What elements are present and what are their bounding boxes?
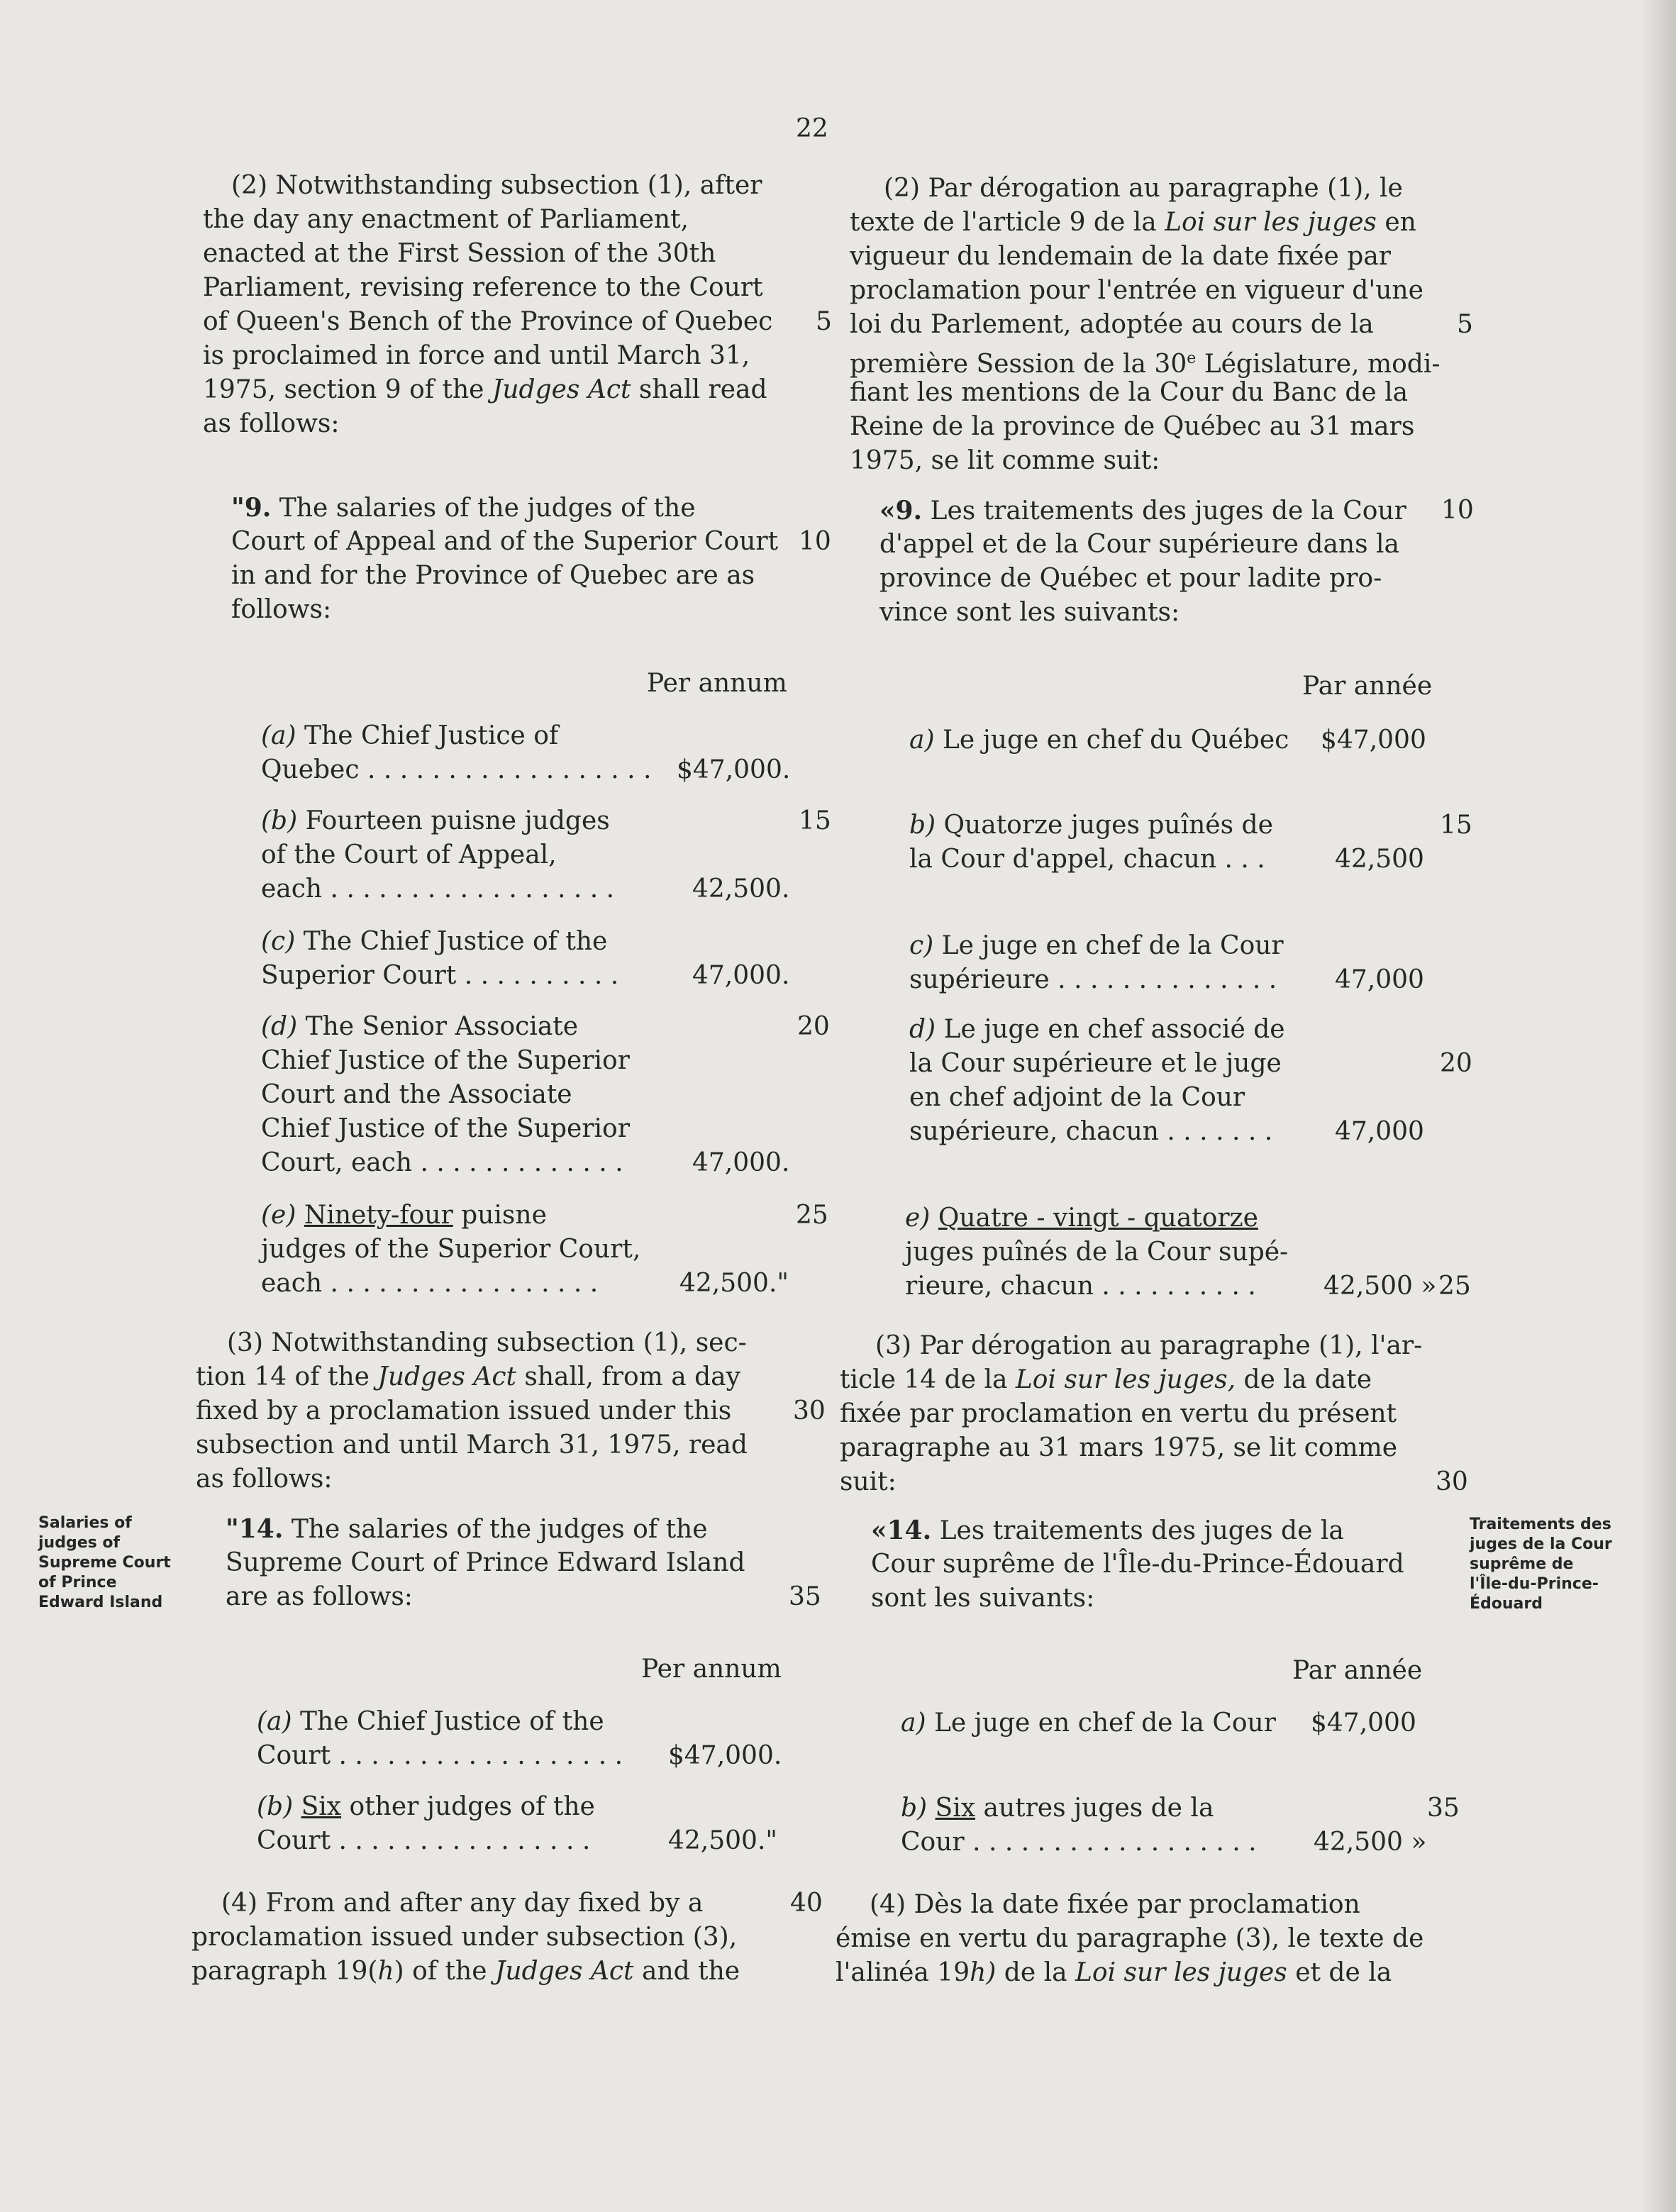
en-item-line: (b) Fourteen puisne judges bbox=[261, 806, 610, 835]
fr-item-amount: $47,000 bbox=[1321, 726, 1426, 755]
act-title: Judges Act bbox=[492, 375, 631, 404]
fr-s2-line: vigueur du lendemain de la date fixée par bbox=[850, 242, 1392, 271]
en-item-amount: $47,000. bbox=[677, 755, 791, 784]
fr-item-line: a) Le juge en chef du Québec bbox=[909, 726, 1289, 755]
en-item-line: (a) The Chief Justice of bbox=[261, 721, 559, 750]
en-s9-line: Court of Appeal and of the Superior Court bbox=[231, 527, 779, 556]
fr-item-line: a) Le juge en chef de la Cour bbox=[901, 1708, 1276, 1738]
fr-item-line: juges puînés de la Cour supé- bbox=[905, 1238, 1289, 1267]
line-number: 5 bbox=[816, 307, 832, 336]
en-s14-line: Supreme Court of Prince Edward Island bbox=[226, 1548, 745, 1577]
en-s3-line: subsection and until March 31, 1975, read bbox=[196, 1430, 748, 1460]
fr-s2-line: loi du Parlement, adoptée au cours de la bbox=[850, 310, 1374, 339]
page-number: 22 bbox=[796, 114, 828, 143]
en-per-annum-heading: Per annum bbox=[647, 669, 787, 698]
fr-item-line: b) Quatorze juges puînés de bbox=[909, 811, 1273, 840]
en-s3-line: as follows: bbox=[196, 1465, 333, 1494]
fr-s14-line: «14. Les traitements des juges de la bbox=[871, 1516, 1344, 1545]
fr-item-line: rieure, chacun . . . . . . . . . . bbox=[905, 1272, 1256, 1301]
fr-item-line: e) Quatre - vingt - quatorze bbox=[905, 1204, 1258, 1233]
line-number: 20 bbox=[797, 1012, 830, 1041]
document-page: 22 (2) Notwithstanding subsection (1), after the day any enactment of Parliament, enacted at the First Session of the 30th Parliament, revising reference to the Court of Queen's Bench of the Province of Quebec is proclaimed in force and until March 31, 1975, section 9 of the Judges Act shall read as follows: "9. The salaries of the judges of the Court of Appeal and of the Superior Court in and for the Province of Quebec are as follows: Per annum (a) The Chief Justice of Quebec . . . . . . . . . . . . . . . . . . $47,000. (b) Fourteen puisne judges of the Court of Appeal, each . . . . . . . . . . . . . . . . . . 42,500. (c) The Chief Justice of the Superior Court . . . . . . . . . . 47,000. (d) The Senior Associate Chief Justice of the Superior Court and the Associate Chief Justice of the Superior Court, each . . . . . . . . . . . . . 47,000. (e) Ninety-four puisne judges of the Superior Court, each . . . . . . . . . . . . . . . . . 42,500." (3) Notwithstanding subsection (1), sec- tion 14 of the Judges Act shall, from a day fixed by a proclamation issued under this subsection and until March 31, 1975, read as follows: "14. The salaries of the judges of the Supreme Court of Prince Edward Island are as follows: Per annum (a) The Chief Justice of the Court . . . . . . . . . . . . . . . . . . $47,000. (b) Six other judges of the Court . . . . . . . . . . . . . . . . 42,500." (4) From and after any day fixed by a proclamation issued under subsection (3), paragraph 19(h) of the Judges Act and the 5 10 15 20 25 30 35 40 Salaries of judges of Supreme Court of Prince Edward Island (2) Par dérogation au paragraphe (1), le texte de l'article 9 de la Loi sur les juges en vigueur du lendemain de la date fixée par proclamation pour l'entrée en vigueur d'une loi du Parlement, adoptée au cours de la première Session de la 30e Législature, modi- fiant les mentions de la Cour du Banc de la Reine de la province de Québec au 31 mars 1975, se lit comme suit: «9. Les traitements des juges de la Cour d'appel et de la Cour supérieure dans la province de Québec et pour ladite pro- vince sont les suivants: Par année a) Le juge en chef du Québec $47,000 b) Quatorze juges puînés de la Cour d'appel, chacun . . . 42,500 c) Le juge en chef de la Cour supérieure . . . . . . . . . . . . . . 47,000 d) Le juge en chef associé de la Cour supérieure et le juge en chef adjoint de la Cour supérieure, chacun . . . . . . . 47,000 e) Quatre - vingt - quatorze juges puînés de la Cour supé- rieure, chacun . . . . . . . . . . 42,500 » (3) Par dérogation au paragraphe (1), l'ar- ticle 14 de la Loi sur les juges, de la date fixée par proclamation en vertu du présent paragraphe au 31 mars 1975, se lit comme suit: «14. Les traitements des juges de la Cour suprême de l'Île-du-Prince-Édouard sont les suivants: Par année a) Le juge en chef de la Cour $47,000 b) Six autres juges de la Cour . . . . . . . . . . . . . . . . . . 42,500 » (4) Dès la date fixée par proclamation émise en vertu du paragraphe (3), le texte de l'alinéa 19h) de la Loi sur les juges et de la 5 10 15 20 25 30 35 Traitements des juges de la Cour suprême de l'Île-du-Prince- Édouard bbox=[0, 0, 1676, 2212]
en-item-amount: $47,000. bbox=[668, 1741, 782, 1770]
en-s4-line: (4) From and after any day fixed by a bbox=[221, 1889, 704, 1918]
en-s4-line: proclamation issued under subsection (3), bbox=[192, 1923, 738, 1952]
en-item-line: (d) The Senior Associate bbox=[261, 1012, 579, 1041]
fr-item-line: la Cour supérieure et le juge bbox=[909, 1049, 1282, 1078]
en-item-line: (c) The Chief Justice of the bbox=[261, 927, 608, 956]
fr-item-line: supérieure, chacun . . . . . . . bbox=[909, 1117, 1273, 1146]
page-spine-shadow bbox=[1641, 0, 1676, 2212]
en-s9-line: "9. The salaries of the judges of the bbox=[231, 493, 696, 523]
en-s2-line: is proclaimed in force and until March 31, bbox=[203, 341, 750, 370]
en-s2-line: enacted at the First Session of the 30th bbox=[203, 239, 716, 268]
fr-s2-line: (2) Par dérogation au paragraphe (1), le bbox=[884, 174, 1403, 203]
fr-s2-line: texte de l'article 9 de la Loi sur les juges en bbox=[850, 208, 1416, 237]
fr-s2-line: proclamation pour l'entrée en vigueur d'une bbox=[850, 276, 1424, 305]
line-number: 25 bbox=[1438, 1272, 1471, 1301]
fr-par-annee-heading: Par année bbox=[1292, 1656, 1423, 1685]
en-item-amount: 47,000. bbox=[692, 961, 790, 990]
fr-item-line: la Cour d'appel, chacun . . . bbox=[909, 845, 1265, 874]
en-item-amount: 42,500." bbox=[668, 1826, 777, 1855]
en-item-amount: 42,500." bbox=[679, 1269, 789, 1298]
fr-s3-line: ticle 14 de la Loi sur les juges, de la date bbox=[840, 1365, 1372, 1394]
en-item-line: (a) The Chief Justice of the bbox=[257, 1707, 604, 1736]
fr-s2-line: Reine de la province de Québec au 31 mars bbox=[850, 412, 1415, 441]
line-number: 25 bbox=[796, 1201, 828, 1230]
fr-item-line: Cour . . . . . . . . . . . . . . . . . . bbox=[901, 1828, 1257, 1857]
fr-s14-line: sont les suivants: bbox=[871, 1584, 1095, 1613]
line-number: 30 bbox=[1436, 1467, 1468, 1496]
en-item-line: Quebec . . . . . . . . . . . . . . . . . . bbox=[261, 755, 652, 784]
line-number: 35 bbox=[1427, 1794, 1460, 1823]
fr-s3-line: paragraphe au 31 mars 1975, se lit comme bbox=[840, 1433, 1398, 1462]
fr-s4-line: l'alinéa 19h) de la Loi sur les juges et de la bbox=[836, 1958, 1392, 1987]
en-s2-line: Parliament, revising reference to the Court bbox=[203, 273, 763, 302]
fr-s9-line: province de Québec et pour ladite pro- bbox=[879, 564, 1382, 593]
line-number: 40 bbox=[790, 1889, 823, 1918]
fr-s9-line: vince sont les suivants: bbox=[879, 598, 1180, 627]
line-number: 30 bbox=[793, 1396, 826, 1425]
en-item-line: Superior Court . . . . . . . . . . bbox=[261, 961, 619, 990]
fr-s4-line: (4) Dès la date fixée par proclamation bbox=[870, 1890, 1360, 1919]
fr-item-amount: 42,500 » bbox=[1323, 1272, 1437, 1301]
fr-item-amount: 47,000 bbox=[1335, 1117, 1424, 1146]
line-number: 5 bbox=[1457, 310, 1473, 339]
line-number: 35 bbox=[789, 1582, 821, 1611]
en-item-line: of the Court of Appeal, bbox=[261, 840, 557, 869]
line-number: 15 bbox=[1440, 811, 1472, 840]
en-s14-line: are as follows: bbox=[226, 1582, 413, 1611]
fr-s3-line: fixée par proclamation en vertu du présent bbox=[840, 1399, 1397, 1428]
fr-s2-line: première Session de la 30e Législature, modi- bbox=[850, 350, 1441, 379]
fr-s2-line: 1975, se lit comme suit: bbox=[850, 446, 1160, 475]
en-item-line: (e) Ninety-four puisne bbox=[261, 1201, 547, 1230]
fr-par-annee-heading: Par année bbox=[1302, 672, 1433, 701]
en-item-line: judges of the Superior Court, bbox=[261, 1235, 641, 1264]
fr-s9-line: d'appel et de la Cour supérieure dans la bbox=[879, 530, 1400, 559]
en-item-line: Court . . . . . . . . . . . . . . . . bbox=[257, 1826, 591, 1855]
en-item-line: each . . . . . . . . . . . . . . . . . bbox=[261, 1269, 599, 1298]
fr-item-line: d) Le juge en chef associé de bbox=[909, 1015, 1285, 1044]
en-s3-line: (3) Notwithstanding subsection (1), sec- bbox=[227, 1328, 747, 1357]
line-number: 20 bbox=[1440, 1049, 1472, 1078]
fr-s9-line: «9. Les traitements des juges de la Cour bbox=[879, 496, 1406, 526]
fr-s2-line: fiant les mentions de la Cour du Banc de la bbox=[850, 378, 1409, 407]
en-s2-line: of Queen's Bench of the Province of Quebec bbox=[203, 307, 773, 336]
fr-item-amount: 47,000 bbox=[1335, 965, 1424, 994]
en-item-line: each . . . . . . . . . . . . . . . . . . bbox=[261, 874, 615, 904]
line-number: 10 bbox=[799, 527, 831, 556]
en-item-line: Chief Justice of the Superior bbox=[261, 1046, 630, 1075]
en-item-line: Court and the Associate bbox=[261, 1080, 572, 1109]
en-s2-line: the day any enactment of Parliament, bbox=[203, 205, 689, 234]
fr-item-line: en chef adjoint de la Cour bbox=[909, 1083, 1245, 1112]
fr-s3-line: suit: bbox=[840, 1467, 897, 1496]
fr-s3-line: (3) Par dérogation au paragraphe (1), l'ar- bbox=[875, 1331, 1423, 1360]
en-s9-line: in and for the Province of Quebec are as bbox=[231, 561, 755, 590]
en-item-amount: 42,500. bbox=[692, 874, 790, 904]
en-s4-line: paragraph 19(h) of the Judges Act and the bbox=[192, 1957, 740, 1986]
en-s9-line: follows: bbox=[231, 595, 332, 624]
fr-s4-line: émise en vertu du paragraphe (3), le texte de bbox=[836, 1924, 1424, 1953]
en-s2-line: 1975, section 9 of the Judges Act shall read bbox=[203, 375, 767, 404]
en-s2-line: (2) Notwithstanding subsection (1), after bbox=[231, 171, 762, 200]
en-item-line: Court . . . . . . . . . . . . . . . . . . bbox=[257, 1741, 623, 1770]
en-s2-line: as follows: bbox=[203, 409, 340, 438]
line-number: 15 bbox=[799, 806, 831, 835]
fr-item-amount: 42,500 » bbox=[1314, 1828, 1427, 1857]
section-number: "9. bbox=[231, 493, 272, 523]
fr-s14-line: Cour suprême de l'Île-du-Prince-Édouard bbox=[871, 1550, 1404, 1579]
fr-item-amount: 42,500 bbox=[1335, 845, 1424, 874]
fr-item-amount: $47,000 bbox=[1311, 1708, 1416, 1738]
fr-item-line: supérieure . . . . . . . . . . . . . . bbox=[909, 965, 1277, 994]
en-item-line: Chief Justice of the Superior bbox=[261, 1114, 630, 1143]
fr-item-line: c) Le juge en chef de la Cour bbox=[909, 931, 1284, 960]
en-per-annum-heading: Per annum bbox=[641, 1655, 782, 1684]
en-item-line: (b) Six other judges of the bbox=[257, 1792, 595, 1821]
en-s3-line: tion 14 of the Judges Act shall, from a day bbox=[196, 1362, 740, 1391]
en-item-amount: 47,000. bbox=[692, 1148, 790, 1177]
underlined-number: Ninety-four bbox=[304, 1201, 453, 1230]
en-item-line: Court, each . . . . . . . . . . . . . bbox=[261, 1148, 623, 1177]
en-s3-line: fixed by a proclamation issued under this bbox=[196, 1396, 732, 1425]
line-number: 10 bbox=[1441, 496, 1474, 525]
en-s14-line: "14. The salaries of the judges of the bbox=[226, 1514, 708, 1544]
fr-item-line: b) Six autres juges de la bbox=[901, 1794, 1214, 1823]
